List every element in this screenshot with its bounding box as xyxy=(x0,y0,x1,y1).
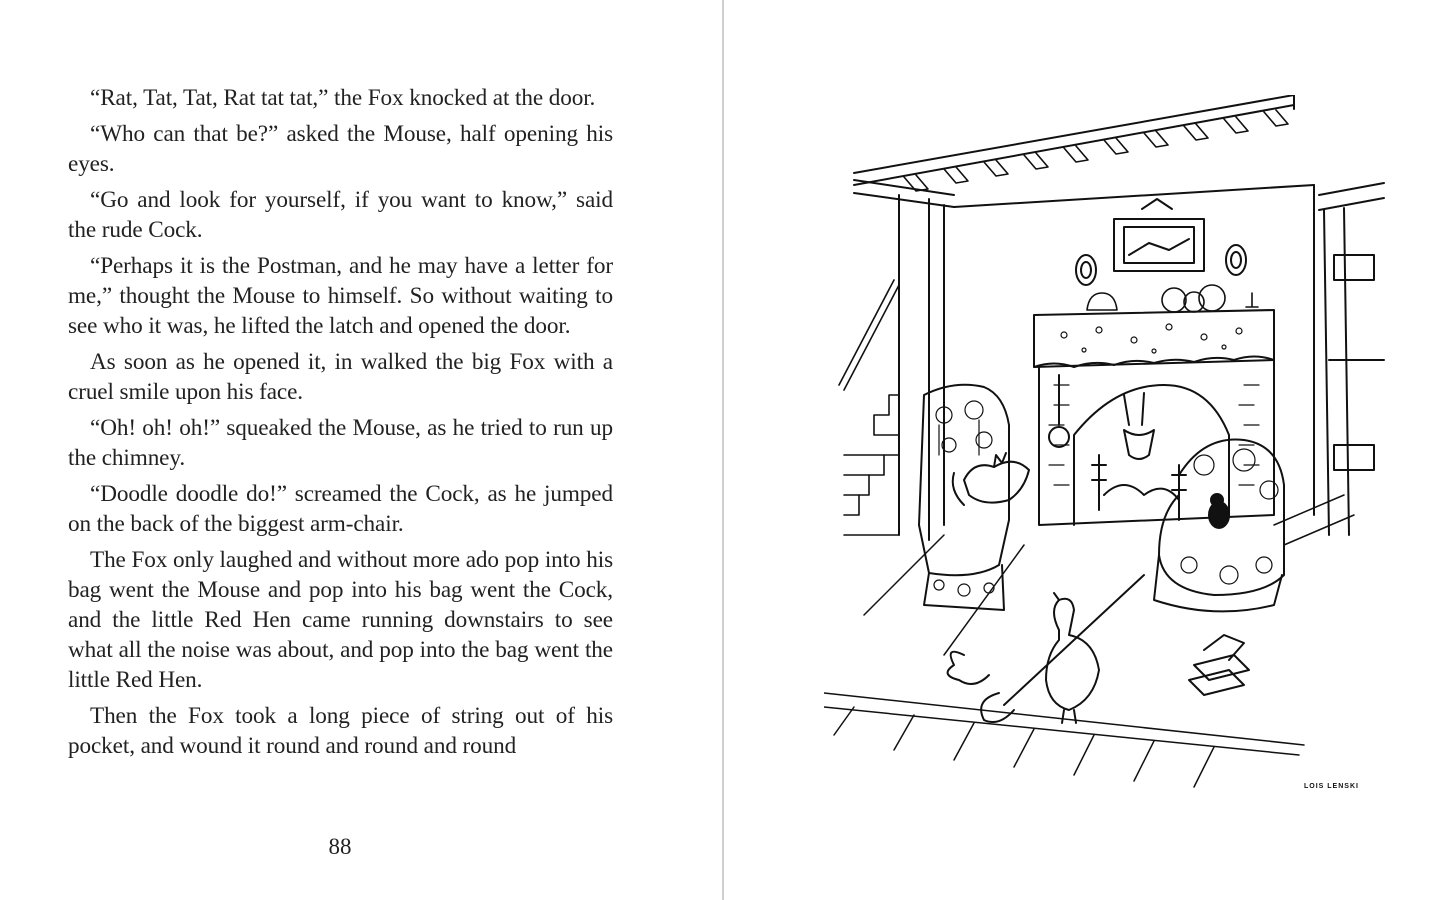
mantel xyxy=(1034,310,1274,367)
fireplace xyxy=(1039,360,1274,525)
hanging-pan xyxy=(1049,375,1069,447)
paragraph: “Perhaps it is the Postman, and he may have a letter for me,” thought the Mouse to himself. So without waiting to see who it was, he lifted the latch and opened the door. xyxy=(68,253,613,339)
story-text xyxy=(68,83,613,761)
mouse-figure xyxy=(1209,494,1229,528)
cock-figure xyxy=(953,453,1029,505)
paragraph: “Oh! oh! oh!” squeaked the Mouse, as he tried to run up the chimney. xyxy=(68,415,613,471)
left-page xyxy=(0,0,722,900)
paragraph: Then the Fox took a long piece of string out of his pocket, and wound it round and round and round xyxy=(68,703,613,759)
fireplace-illustration xyxy=(824,95,1394,815)
staircase xyxy=(839,280,899,535)
right-door xyxy=(1319,183,1384,535)
left-armchair xyxy=(919,385,1009,610)
floor xyxy=(824,495,1354,787)
wall-picture xyxy=(1114,199,1204,271)
ceiling-beams xyxy=(854,95,1294,191)
paragraph: “Doodle doodle do!” screamed the Cock, as he jumped on the back of the biggest arm-chair. xyxy=(68,481,613,537)
paragraph: “Go and look for yourself, if you want to know,” said the rude Cock. xyxy=(68,187,613,243)
right-page xyxy=(724,0,1447,900)
page-number: 88 xyxy=(328,834,352,859)
paragraph: “Rat, Tat, Tat, Rat tat tat,” the Fox knocked at the door. xyxy=(90,85,596,111)
wall-plates xyxy=(1076,245,1246,285)
hen-figure xyxy=(948,575,1144,723)
paragraph: “Who can that be?” asked the Mouse, half opening his eyes. xyxy=(68,121,613,177)
paragraph: The Fox only laughed and without more ado pop into his bag went the Mouse and pop into his bag went the Cock, and the little Red Hen came running downstairs to see what all the noise was about, and pop into the bag went the little Red Hen. xyxy=(68,547,613,693)
paragraph: As soon as he opened it, in walked the big Fox with a cruel smile upon his face. xyxy=(68,349,613,405)
mantel-items xyxy=(1087,285,1258,312)
books-stack xyxy=(1189,635,1249,695)
illustrator-signature: LOIS LENSKI xyxy=(1304,783,1359,790)
